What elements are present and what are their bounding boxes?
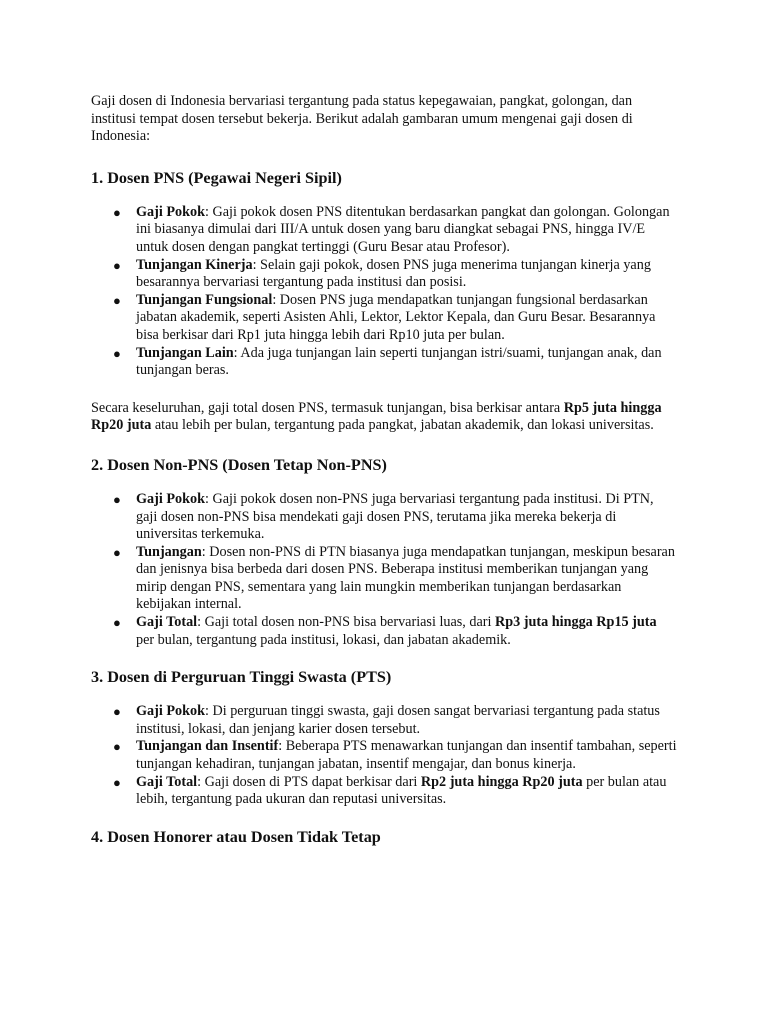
list-item	[113, 203, 678, 257]
item-text: : Dosen PNS juga mendapatkan tunjangan fungsional berdasarkan jabatan akademik, seperti Asisten Ahli, Lektor, Lektor Kepala, dan Guru Besar. Besarannya bisa berkisar dari Rp1 juta hingga lebih dari Rp10 juta per bulan.	[136, 291, 656, 343]
list-item	[113, 490, 678, 544]
item-term: Tunjangan	[136, 543, 202, 560]
bullet-icon: ●	[113, 704, 121, 720]
item-text: : Ada juga tunjangan lain seperti tunjangan istri/suami, tunjangan anak, dan tunjangan beras.	[136, 344, 662, 379]
list-item	[113, 703, 678, 738]
item-text: : Di perguruan tinggi swasta, gaji dosen sangat bervariasi tergantung pada status institusi, lokasi, dan jenjang karier dosen tersebut.	[136, 703, 660, 737]
item-text: : Gaji total dosen non-PNS bisa bervariasi luas, dari	[197, 614, 495, 631]
item-text: per bulan, tergantung pada institusi, lokasi, dan jabatan akademik.	[136, 631, 511, 648]
bullet-icon: ●	[113, 544, 121, 560]
item-range: Rp2 juta hingga Rp20 juta	[420, 773, 583, 790]
list-non-pns	[91, 491, 678, 649]
summary-range: Rp5 juta hingga Rp20 juta	[91, 399, 662, 434]
item-text: : Selain gaji pokok, dosen PNS juga menerima tunjangan kinerja yang besarannya bervariasi tergantung pada institusi dan posisi.	[136, 256, 651, 291]
item-range: Rp3 juta hingga Rp15 juta	[495, 614, 657, 631]
section-heading-pns: 1. Dosen PNS (Pegawai Negeri Sipil)	[91, 168, 342, 187]
bullet-icon: ●	[113, 739, 121, 755]
summary-paragraph-pns	[91, 400, 678, 435]
item-term: Gaji Pokok	[136, 703, 205, 720]
item-term: Tunjangan Fungsional	[136, 291, 273, 308]
list-pts	[91, 703, 678, 809]
list-pns	[91, 204, 678, 380]
item-term: Gaji Pokok	[136, 490, 205, 507]
bullet-icon: ●	[113, 615, 121, 631]
list-item	[113, 543, 678, 614]
item-term: Gaji Total	[136, 773, 198, 790]
item-text: : Gaji dosen di PTS dapat berkisar dari	[197, 773, 421, 790]
list-item	[113, 614, 678, 649]
section-heading-non-pns: 2. Dosen Non-PNS (Dosen Tetap Non-PNS)	[91, 455, 387, 474]
item-text: : Beberapa PTS menawarkan tunjangan dan insentif tambahan, seperti tunjangan kehadiran, tunjangan jabatan, insentif mengajar, dan bonus kinerja.	[136, 738, 677, 773]
bullet-icon: ●	[113, 292, 121, 308]
bullet-icon: ●	[113, 345, 121, 361]
bullet-icon: ●	[113, 491, 121, 507]
bullet-icon: ●	[113, 774, 121, 790]
list-item	[113, 256, 678, 292]
bullet-icon: ●	[113, 257, 121, 273]
bullet-icon: ●	[113, 204, 121, 220]
summary-text: atau lebih per bulan, tergantung pada pangkat, jabatan akademik, dan lokasi universitas.	[151, 417, 654, 434]
item-term: Gaji Pokok	[136, 203, 205, 220]
list-item	[113, 291, 678, 345]
list-item	[113, 738, 678, 773]
list-item	[113, 344, 678, 380]
list-item	[113, 773, 678, 809]
intro-paragraph: Gaji dosen di Indonesia bervariasi tergantung pada status kepegawaian, pangkat, golongan, dan institusi tempat dosen tersebut bekerja. Berikut adalah gambaran umum mengenai gaji dosen di Indonesia:	[91, 93, 633, 145]
item-term: Gaji Total	[136, 614, 198, 631]
item-text: : Gaji pokok dosen non-PNS juga bervariasi tergantung pada institusi. Di PTN, gaji dosen non-PNS bisa mendekati gaji dosen PNS, terutama jika mereka bekerja di universitas terkemuka.	[136, 490, 654, 543]
item-term: Tunjangan Kinerja	[136, 256, 253, 273]
item-term: Tunjangan Lain	[136, 344, 234, 361]
item-term: Tunjangan dan Insentif	[136, 738, 279, 755]
item-text: : Dosen non-PNS di PTN biasanya juga mendapatkan tunjangan, meskipun besaran dan jenisnya bisa berbeda dari dosen PNS. Beberapa institusi memberikan tunjangan yang mirip dengan PNS, sementara yang lain mungkin memberikan tunjangan berdasarkan kebijakan internal.	[136, 543, 675, 613]
section-heading-honorer: 4. Dosen Honorer atau Dosen Tidak Tetap	[91, 827, 381, 846]
section-heading-pts: 3. Dosen di Perguruan Tinggi Swasta (PTS)	[91, 668, 392, 687]
item-text: per bulan atau lebih, tergantung pada ukuran dan reputasi universitas.	[136, 773, 667, 808]
summary-text: Secara keseluruhan, gaji total dosen PNS, termasuk tunjangan, bisa berkisar antara	[91, 399, 564, 416]
item-text: : Gaji pokok dosen PNS ditentukan berdasarkan pangkat dan golongan. Golongan ini biasanya dimulai dari III/A untuk dosen yang baru diangkat sebagai PNS, hingga IV/E untuk dosen dengan pangkat tertinggi (Guru Besar atau Profesor).	[136, 203, 670, 255]
